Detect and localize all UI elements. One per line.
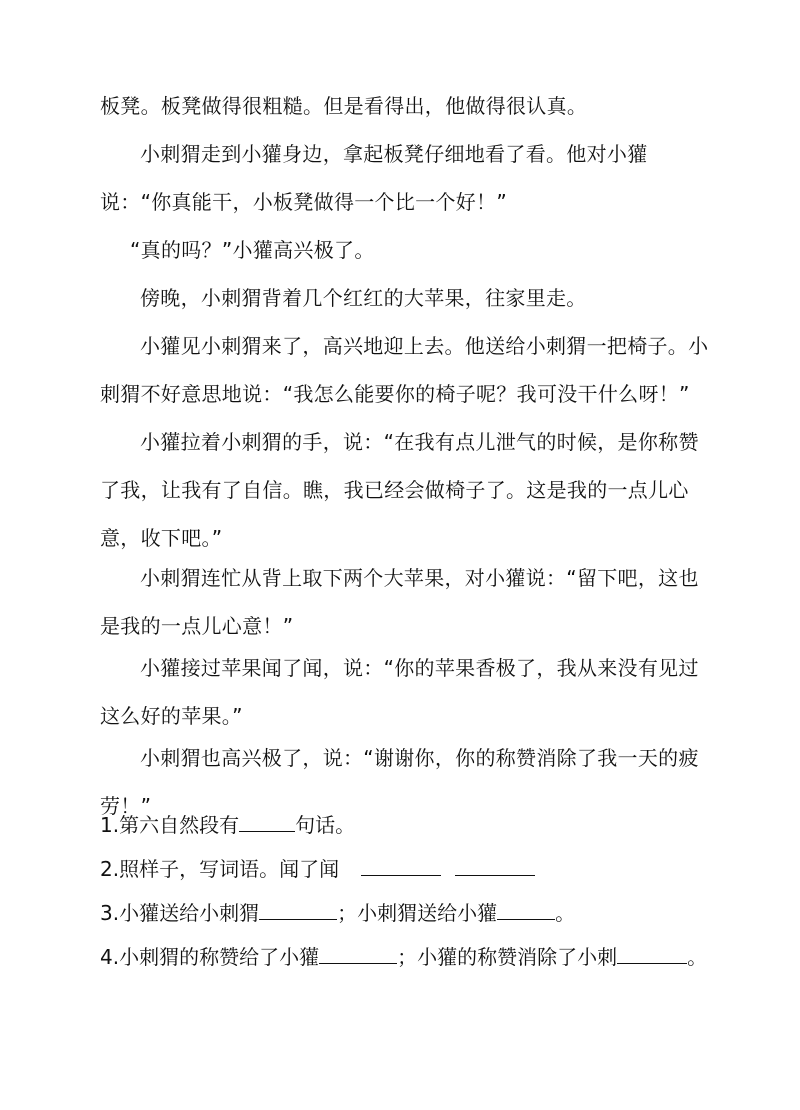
paragraph-3: “真的吗？”小獾高兴极了。 [130,238,375,262]
paragraph-7: 小刺猬连忙从背上取下两个大苹果，对小獾说：“留下吧，这也是我的一点儿心意！” [100,566,699,638]
answer-blank-3b[interactable] [497,899,555,920]
question-3-part1: 3.小獾送给小刺猬 [100,901,260,925]
paragraph-5: 小獾见小刺猬来了，高兴地迎上去。他送给小刺猬一把椅子。小刺猬不好意思地说：“我怎么能要你的椅子呢？我可没干什么呀！” [100,334,709,406]
question-4-end: 。 [687,945,708,969]
answer-blank-1[interactable] [239,811,295,832]
answer-blank-3a[interactable] [259,899,337,920]
paragraph-2: 小刺猬走到小獾身边，拿起板凳仔细地看了看。他对小獾说：“你真能干，小板凳做得一个比一个好！” [100,142,648,214]
question-2-text: 2.照样子，写词语。闻了闻 [100,857,340,881]
paragraph-1: 板凳。板凳做得很粗糙。但是看得出，他做得很认真。 [100,94,588,118]
question-3-end: 。 [555,901,576,925]
answer-blank-4a[interactable] [319,943,397,964]
question-3-part2: ；小刺猬送给小獾 [337,901,498,925]
paragraph-4: 傍晚，小刺猬背着几个红红的大苹果，往家里走。 [140,286,587,310]
question-1-after: 句话。 [295,813,356,837]
answer-blank-4b[interactable] [617,943,687,964]
paragraph-9: 小刺猬也高兴极了，说：“谢谢你，你的称赞消除了我一天的疲劳！” [100,746,699,818]
question-4-part2: ；小獾的称赞消除了小刺 [397,945,618,969]
question-1 [100,810,355,840]
answer-blank-2a[interactable] [361,855,441,876]
question-2 [100,854,535,884]
answer-blank-2b[interactable] [455,855,535,876]
question-4-part1: 4.小刺猬的称赞给了小獾 [100,945,320,969]
paragraph-8: 小獾接过苹果闻了闻，说：“你的苹果香极了，我从来没有见过这么好的苹果。” [100,656,699,728]
paragraph-6: 小獾拉着小刺猬的手，说：“在我有点儿泄气的时候，是你称赞了我，让我有了自信。瞧，我已经会做椅子了。这是我的一点儿心意，收下吧。” [100,430,699,550]
question-3 [100,898,575,928]
question-4 [100,942,707,972]
question-1-before: 1.第六自然段有 [100,813,240,837]
